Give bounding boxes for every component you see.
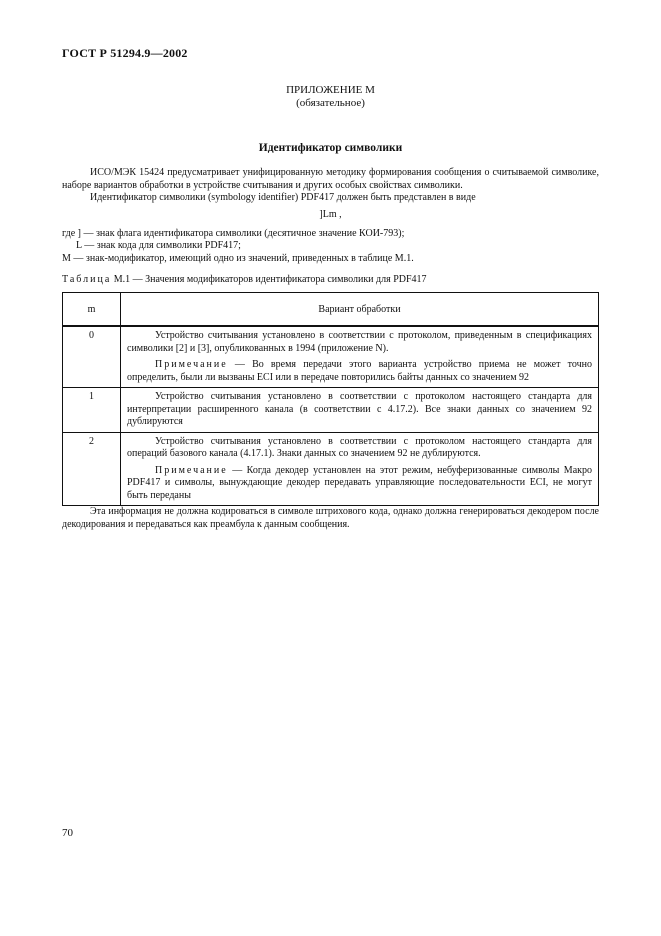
table-caption-text: М.1 — Значения модификаторов идентификатора символики для PDF417 bbox=[111, 274, 427, 285]
definition-modifier: М — знак-модификатор, имеющий одно из значений, приведенных в таблице М.1. bbox=[62, 253, 414, 264]
appendix-title: ПРИЛОЖЕНИЕ М bbox=[286, 84, 375, 96]
note-text: — Когда декодер установлен на этот режим, небуферизованные символы Макро PDF417 и символы, вынуждающие декодер передавать управляющие последовательности ECI, не могут быть переданы bbox=[127, 464, 592, 501]
table-caption-word: Таблица bbox=[62, 274, 112, 285]
note-label: Примечание bbox=[155, 359, 228, 370]
note-text: — Во время передачи этого варианта устройство приема не может точно определить, были ли вызваны ECI или в передаче повторились байты данных со значением 92 bbox=[127, 359, 592, 383]
variant-cell bbox=[121, 326, 599, 388]
variant-description: Устройство считывания установлено в соответствии с протоколом настоящего стандарта для операций базового канала (4.17.1). Знаки данных со значением 92 не дублируются. bbox=[127, 435, 592, 459]
table-caption bbox=[62, 274, 427, 287]
table-row bbox=[63, 388, 599, 433]
closing-paragraph: Эта информация не должна кодироваться в символе штрихового кода, однако должна генерироваться декодером после декодирования и передаваться как преамбула к данным сообщения. bbox=[62, 506, 599, 530]
document-header: ГОСТ Р 51294.9—2002 bbox=[62, 46, 188, 60]
table-row bbox=[63, 432, 599, 506]
identifier-formula: ]Lm , bbox=[319, 209, 342, 220]
definition-flag: где ] — знак флага идентификатора символики (десятичное значение КОИ-793); bbox=[62, 228, 405, 239]
variant-cell bbox=[121, 388, 599, 433]
variant-note bbox=[127, 359, 592, 384]
variant-description: Устройство считывания установлено в соответствии с протоколом настоящего стандарта для интерпретации расширенного канала (в соответствии с 4.17.2). Все знаки данных со значением 92 дублируются bbox=[127, 391, 592, 427]
variant-description: Устройство считывания установлено в соответствии с протоколом, приведенным в спецификациях символики [2] и [3], опубликованных в 1994 (приложение N). bbox=[127, 330, 592, 354]
variant-cell bbox=[121, 432, 599, 506]
table-row bbox=[63, 326, 599, 388]
modifier-table bbox=[62, 292, 599, 506]
variant-note bbox=[127, 465, 592, 503]
table-header-row bbox=[63, 293, 599, 327]
definition-code: L — знак кода для символики PDF417; bbox=[76, 240, 241, 251]
appendix-status: (обязательное) bbox=[296, 97, 365, 109]
column-header-variant: Вариант обработки bbox=[121, 293, 599, 327]
intro-paragraph-2: Идентификатор символики (symbology identifier) PDF417 должен быть представлен в виде bbox=[90, 192, 476, 203]
column-header-m: m bbox=[63, 293, 121, 327]
note-label: Примечание bbox=[155, 464, 228, 476]
modifier-value: 1 bbox=[63, 388, 121, 433]
modifier-value: 2 bbox=[63, 432, 121, 506]
section-title: Идентификатор символики bbox=[258, 142, 403, 154]
intro-paragraph: ИСО/МЭК 15424 предусматривает унифицированную методику формирования сообщения о считываемой символике, наборе вариантов обработки в устройстве считывания и других особых свойствах символики. bbox=[62, 167, 599, 191]
page-number: 70 bbox=[62, 827, 73, 839]
modifier-value: 0 bbox=[63, 326, 121, 388]
